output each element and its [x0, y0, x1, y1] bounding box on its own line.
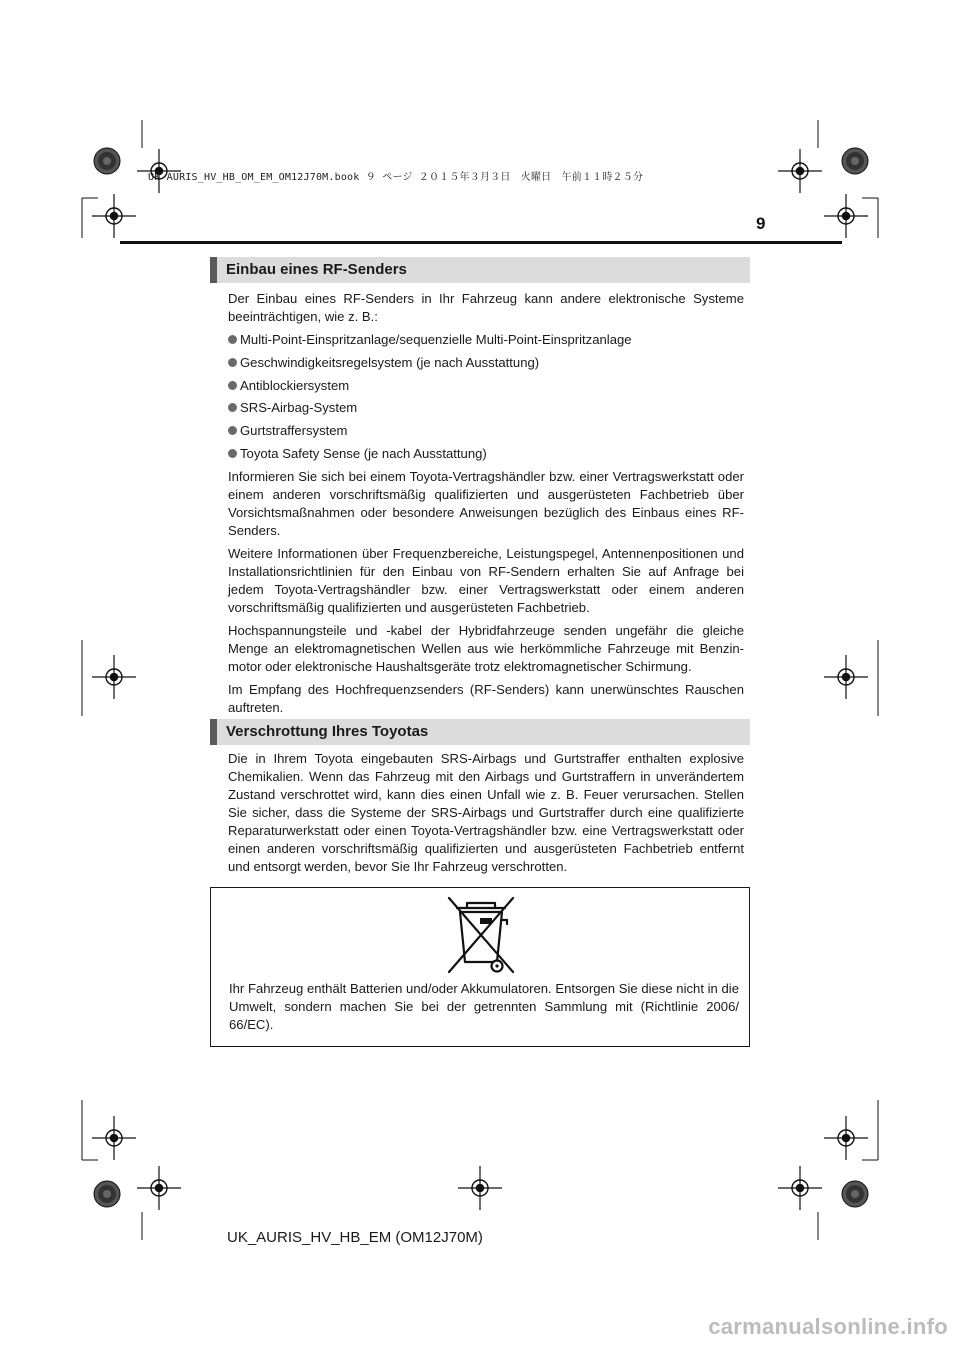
section-heading-rf-sender: Einbau eines RF-Senders	[210, 257, 750, 283]
list-item: Toyota Safety Sense (je nach Ausstattung)	[228, 445, 744, 463]
book-file-header: UK AURIS_HV_HB_OM_EM_OM12J70M.book ９ ページ ２０１５年３月３日 火曜日 午前１１時２５分	[148, 172, 644, 183]
bullet-icon	[228, 381, 237, 390]
section-body-disposal	[228, 750, 744, 881]
bullet-icon	[228, 358, 237, 367]
bullet-icon	[228, 449, 237, 458]
site-watermark: carmanualsonline.info	[708, 1314, 948, 1339]
list-item: Gurtstraffersystem	[228, 422, 744, 440]
list-item: Antiblockiersystem	[228, 377, 744, 395]
notice-text: Ihr Fahrzeug enthält Batterien und/oder Akkumulatoren. Entsorgen Sie diese nicht in die Umwelt, sondern machen Sie bei der getrennten Sammlung mit (Richtlinie 2006/ 66/EC).	[229, 981, 739, 1032]
section-heading-disposal: Verschrottung Ihres Toyotas	[210, 719, 750, 745]
list-item: Geschwindigkeitsregelsystem (je nach Ausstattung)	[228, 354, 744, 372]
list-item: Multi-Point-Einspritzanlage/sequenzielle Multi-Point-Einspritzanlage	[228, 331, 744, 349]
section-body-rf-sender	[228, 290, 744, 722]
paragraph: Informieren Sie sich bei einem Toyota-Vertragshändler bzw. einer Vertragswerkstatt oder einem anderen vorschriftsmäßig qualifizierten und ausgerüsteten Fachbetrieb über Vorsichtsmaßnahmen oder besondere Anweisungen bezüglich des Einbaus eines RF-Senders.	[228, 468, 744, 538]
paragraph: Die in Ihrem Toyota eingebauten SRS-Airbags und Gurtstraffer enthalten explosive Chemikalien. Wenn das Fahrzeug mit den Airbags und Gurtstraffern in unverändertem Zustand verschrottet wird, kann dies einen Unfall wie z. B. Feuer verursachen. Stellen Sie sicher, dass die Systeme der SRS-Airbags und Gurtstraffer durch eine qualifizierte Reparaturwerkstatt oder einen Toyota-Vertragshändler bzw. eine Vertragswerkstatt oder einen anderen vorschriftsmäßig qualifizierten und ausgerüsteten Fachbetrieb entfernt und entsorgt werden, bevor Sie Ihr Fahrzeug verschrotten.	[228, 751, 744, 874]
bullet-icon	[228, 335, 237, 344]
page-number: 9	[756, 214, 766, 233]
bullet-icon	[228, 403, 237, 412]
manual-code: UK_AURIS_HV_HB_EM (OM12J70M)	[227, 1229, 483, 1246]
paragraph: Hochspannungsteile und -kabel der Hybridfahrzeuge senden ungefähr die gleiche Menge an elektromagnetischen Wellen aus wie herkömmliche Fahrzeuge mit Benzin-motor oder elektronische Haushaltsgeräte trotz elektromagnetischer Schirmung.	[228, 622, 744, 674]
crossed-out-wheelie-bin-icon	[443, 894, 519, 976]
affected-systems-list	[228, 331, 744, 463]
battery-disposal-notice	[210, 887, 750, 1047]
intro-paragraph: Der Einbau eines RF-Senders in Ihr Fahrzeug kann andere elektronische Systeme beeinträchtigen, wie z. B.:	[228, 291, 744, 324]
bullet-icon	[228, 426, 237, 435]
paragraph: Im Empfang des Hochfrequenzsenders (RF-Senders) kann unerwünschtes Rauschen auftreten.	[228, 681, 744, 715]
header-rule	[120, 241, 842, 244]
paragraph: Weitere Informationen über Frequenzbereiche, Leistungspegel, Antennenpositionen und Installationsrichtlinien für den Einbau von RF-Sendern erhalten Sie auf Anfrage bei jedem Toyota-Vertragshändler bzw. einer Vertragswerkstatt oder einem anderen vorschriftsmäßig qualifizierten und ausgerüsteten Fachbetrieb.	[228, 545, 744, 615]
list-item: SRS-Airbag-System	[228, 399, 744, 417]
